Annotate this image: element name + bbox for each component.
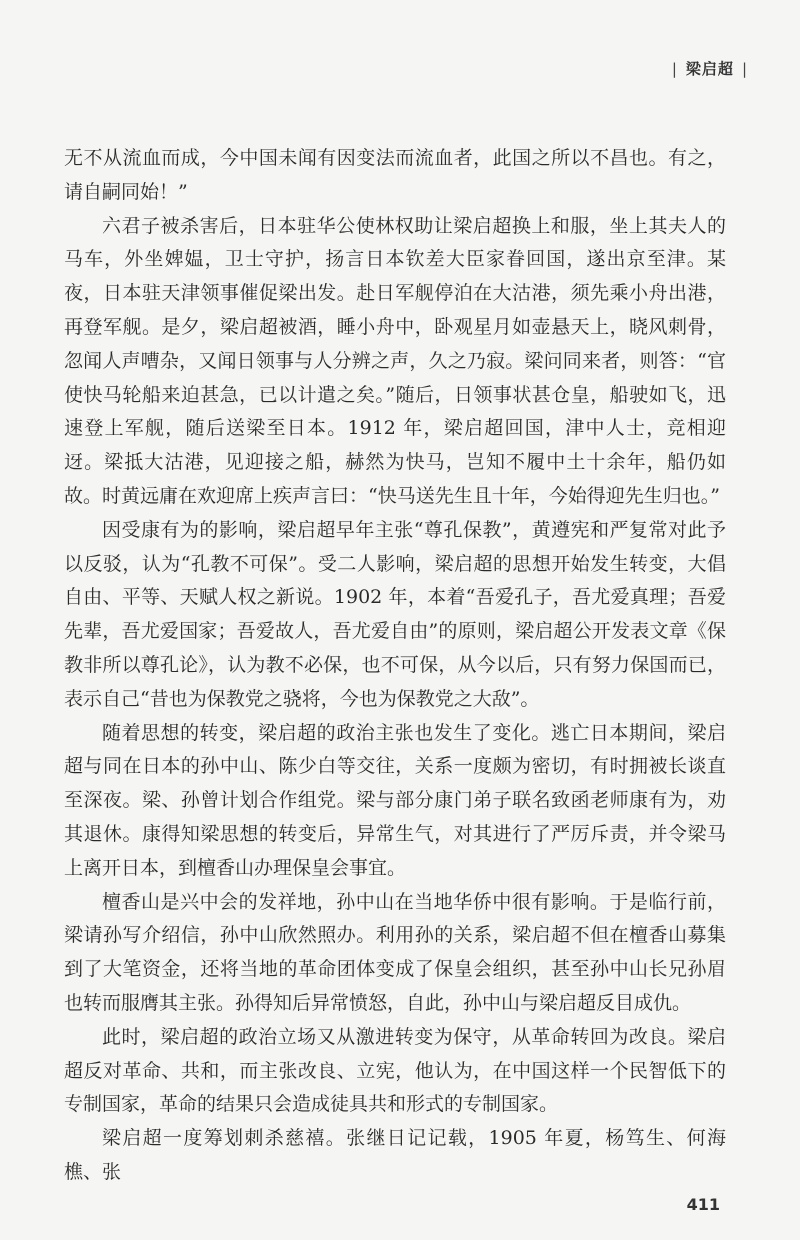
paragraph-3: 因受康有为的影响，梁启超早年主张“尊孔保教”，黄遵宪和严复常对此予以反驳，认为“孔教不可保”。受二人影响，梁启超的思想开始发生转变，大倡自由、平等、天赋人权之新说。1902 年，本着“吾爱孔子，吾尤爱真理；吾爱先辈，吾尤爱国家；吾爱故人，吾尤爱自由”的原则，梁启超公开发表文章《保教非所以尊孔论》，认为教不必保，也不可保，从今以后，只有努力保国而已，表示自己“昔也为保教党之骁将，今也为保教党之大敌”。 [64, 518, 726, 710]
paragraph-1: 无不从流血而成，今中国未闻有因变法而流血者，此国之所以不昌也。有之，请自嗣同始！” [64, 147, 726, 203]
page-number: 411 [686, 1195, 720, 1214]
paragraph-2: 六君子被杀害后，日本驻华公使林权助让梁启超换上和服，坐上其夫人的马车，外坐婢媪，卫士守护，扬言日本钦差大臣家眷回国，遂出京至津。某夜，日本驻天津领事催促梁出发。赴日军舰停泊在大沽港，须先乘小舟出港，再登军舰。是夕，梁启超被酒，睡小舟中，卧观星月如壶悬天上，晓风刺骨，忽闻人声嘈杂，又闻日领事与人分辨之声，久之乃寂。梁问同来者，则答：“官使快马轮船来迫甚急，已以计遣之矣。”随后，日领事状甚仓皇，船驶如飞，迅速登上军舰，随后送梁至日本。1912 年，梁启超回国，津中人士，竞相迎迓。梁抵大沽港，见迎接之船，赫然为快马，岂知不履中土十余年，船仍如故。时黄远庸在欢迎席上疾声言曰：“快马送先生且十年，今始得迎先生归也。” [64, 214, 726, 507]
chapter-title: 梁启超 [685, 60, 734, 78]
paragraph-7: 梁启超一度筹划刺杀慈禧。张继日记记载，1905 年夏，杨笃生、何海樵、张 [64, 1127, 726, 1183]
header-divider-left: | [671, 60, 678, 78]
paragraph-4: 随着思想的转变，梁启超的政治主张也发生了变化。逃亡日本期间，梁启超与同在日本的孙中山、陈少白等交往，关系一度颇为密切，有时拥被长谈直至深夜。梁、孙曾计划合作组党。梁与部分康门弟子联名致函老师康有为，劝其退休。康得知梁思想的转变后，异常生气，对其进行了严厉斥责，并令梁马上离开日本，到檀香山办理保皇会事宜。 [64, 721, 726, 879]
header-divider-right: | [741, 60, 748, 78]
paragraph-5: 檀香山是兴中会的发祥地，孙中山在当地华侨中很有影响。于是临行前，梁请孙写介绍信，孙中山欣然照办。利用孙的关系，梁启超不但在檀香山募集到了大笔资金，还将当地的革命团体变成了保皇会组织，甚至孙中山长兄孙眉也转而服膺其主张。孙得知后异常愤怒，自此，孙中山与梁启超反目成仇。 [64, 890, 726, 1014]
body-text [64, 142, 726, 1190]
paragraph-6: 此时，梁启超的政治立场又从激进转变为保守，从革命转回为改良。梁启超反对革命、共和，而主张改良、立宪，他认为，在中国这样一个民智低下的专制国家，革命的结果只会造成徒具共和形式的专制国家。 [64, 1025, 726, 1116]
running-header [664, 58, 756, 79]
